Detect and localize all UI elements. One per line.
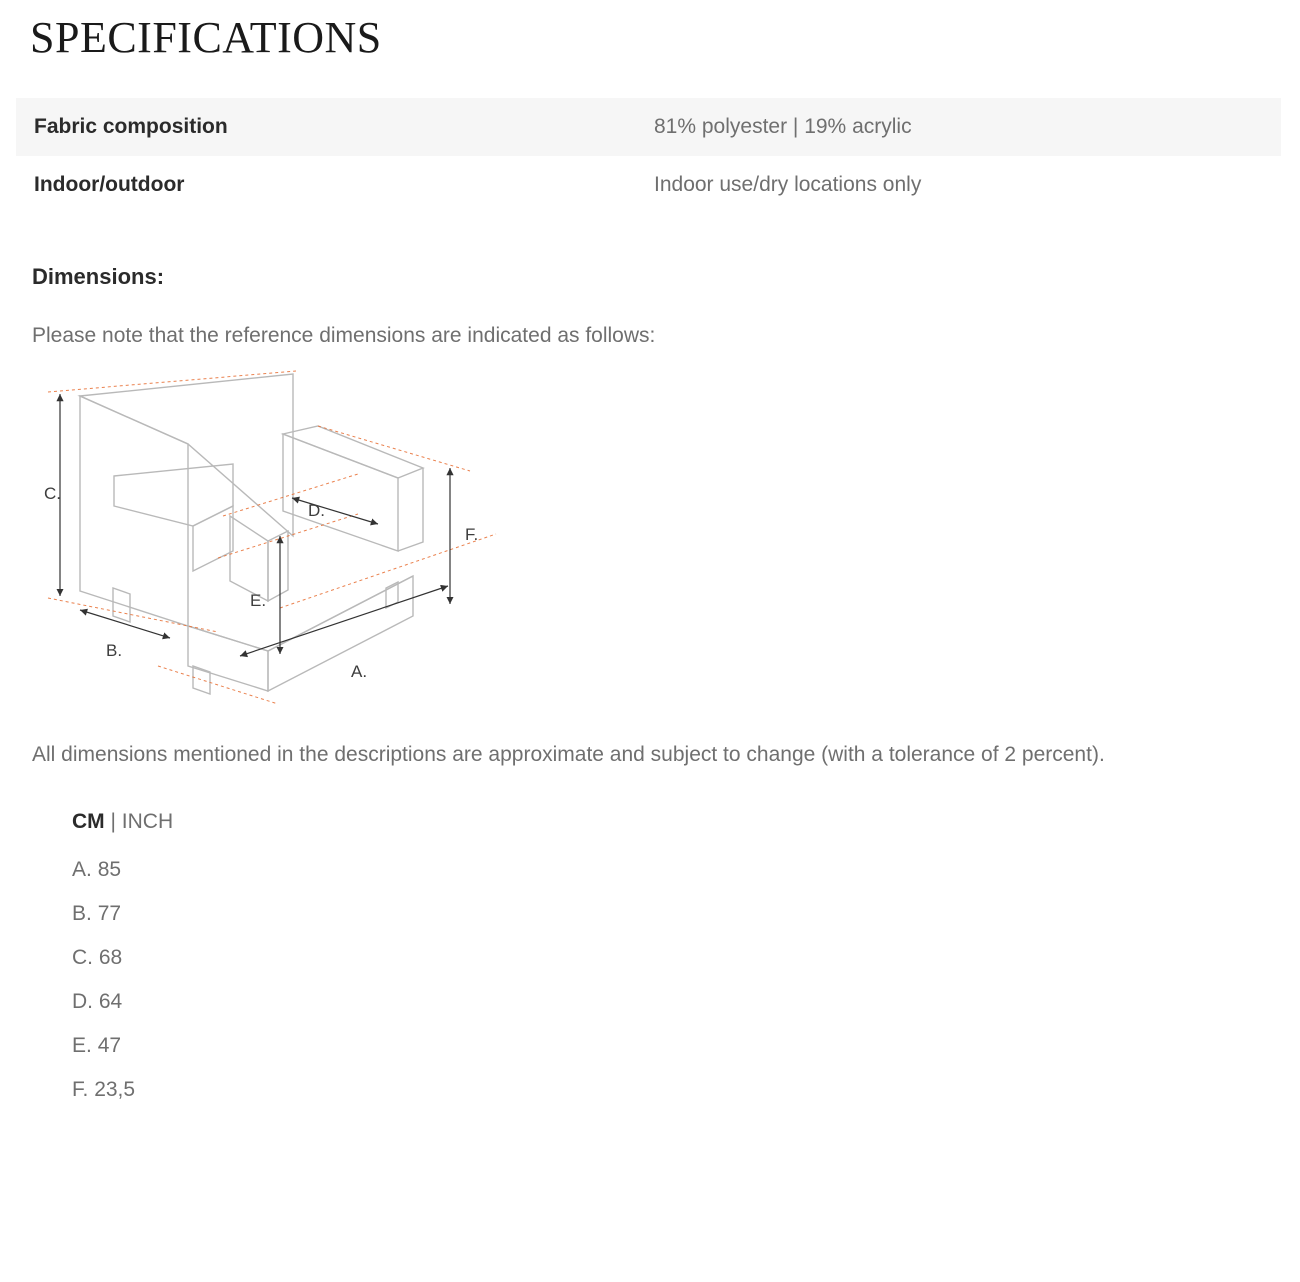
legend-key: F. xyxy=(72,1077,89,1101)
dimensions-heading: Dimensions: xyxy=(32,264,165,290)
diagram-label-d: D. xyxy=(308,501,325,521)
measure-arrows xyxy=(60,394,450,656)
legend-key: C. xyxy=(72,945,93,969)
diagram-label-e: E. xyxy=(250,591,267,611)
legend-value: 68 xyxy=(98,945,123,969)
spec-label: Indoor/outdoor xyxy=(34,173,185,197)
diagram-label-f: F. xyxy=(465,525,479,545)
page-title: SPECIFICATIONS xyxy=(30,13,382,62)
dimensions-disclaimer: All dimensions mentioned in the descriptions are approximate and subject to change (with a tolerance of 2 percent). xyxy=(32,743,1105,767)
legend-key: E. xyxy=(72,1033,92,1057)
legend-value: 47 xyxy=(97,1033,122,1057)
legend-key: A. xyxy=(72,857,92,881)
diagram-label-b: B. xyxy=(106,641,123,661)
diagram-label-a: A. xyxy=(351,662,368,682)
legend-unit-separator: | xyxy=(104,809,122,833)
legend-key: B. xyxy=(72,901,92,925)
legend-units xyxy=(72,810,1300,834)
spec-value: Indoor use/dry locations only xyxy=(654,173,922,197)
dimensions-legend xyxy=(72,810,1300,1112)
table-row xyxy=(16,98,1281,156)
spec-value: 81% polyester | 19% acrylic xyxy=(654,98,1281,156)
dimensions-note: Please note that the reference dimensions are indicated as follows: xyxy=(32,324,656,348)
legend-unit-cm: CM xyxy=(72,809,105,833)
legend-value: 77 xyxy=(97,901,122,925)
list-item xyxy=(72,980,1300,1024)
table-row xyxy=(16,156,1281,214)
specifications-table xyxy=(16,98,1281,214)
spec-label: Fabric composition xyxy=(16,98,654,156)
list-item xyxy=(72,892,1300,936)
chair-outline xyxy=(80,374,423,694)
list-item xyxy=(72,1024,1300,1068)
legend-unit-inch: INCH xyxy=(121,809,174,833)
list-item xyxy=(72,936,1300,980)
legend-value: 23,5 xyxy=(94,1077,136,1101)
armchair-dimension-diagram xyxy=(18,366,538,716)
list-item xyxy=(72,1068,1300,1112)
legend-value: 64 xyxy=(98,989,123,1013)
list-item xyxy=(72,848,1300,892)
legend-key: D. xyxy=(72,989,93,1013)
diagram-svg xyxy=(18,366,538,716)
diagram-label-c: C. xyxy=(44,484,61,504)
legend-value: 85 xyxy=(97,857,122,881)
